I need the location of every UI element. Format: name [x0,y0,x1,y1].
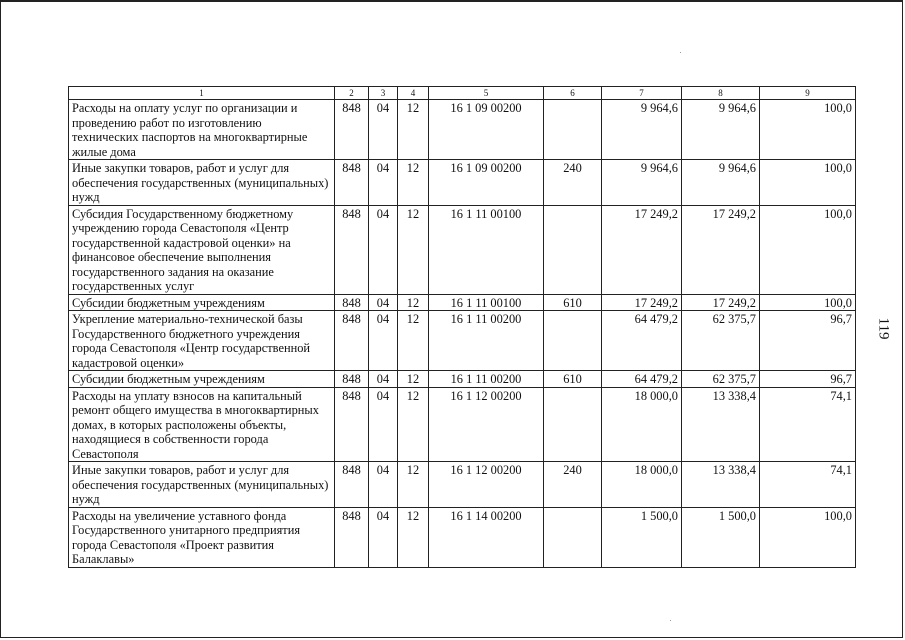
cell-expense-type [544,100,602,160]
cell-percent: 74,1 [760,387,856,462]
cell-percent: 100,0 [760,507,856,567]
cell-code: 848 [335,160,369,206]
table-row [69,387,856,462]
cell-percent: 96,7 [760,371,856,388]
table-row [69,311,856,371]
cell-expense-type [544,311,602,371]
cell-percent: 100,0 [760,100,856,160]
cell-subsection: 12 [398,311,429,371]
column-header: 4 [398,87,429,100]
row-name: Укрепление материально-технической базы Государственного бюджетного учреждения города Севастополя «Центр государственной кадастровой оценки» [69,311,335,371]
row-name: Расходы на уплату взносов на капитальный ремонт общего имущества в многоквартирных домах, в которых расположены объекты, находящиеся в собственности города Севастополя [69,387,335,462]
header-row [69,87,856,100]
cell-code: 848 [335,205,369,294]
cell-subsection: 12 [398,462,429,508]
cell-section: 04 [369,205,398,294]
cell-target: 16 1 09 00200 [429,160,544,206]
cell-percent: 100,0 [760,205,856,294]
scan-speck [670,620,671,621]
cell-subsection: 12 [398,507,429,567]
row-name: Расходы на оплату услуг по организации и проведению работ по изготовлению технических паспортов на многоквартирные жилые дома [69,100,335,160]
budget-table [68,86,856,568]
cell-actual: 9 964,6 [682,160,760,206]
cell-actual: 17 249,2 [682,294,760,311]
cell-code: 848 [335,387,369,462]
cell-planned: 17 249,2 [602,294,682,311]
row-name: Иные закупки товаров, работ и услуг для обеспечения государственных (муниципальных) нужд [69,160,335,206]
cell-section: 04 [369,462,398,508]
table-row [69,462,856,508]
cell-code: 848 [335,294,369,311]
cell-actual: 13 338,4 [682,387,760,462]
row-name: Субсидия Государственному бюджетному учреждению города Севастополя «Центр государственной кадастровой оценки» на финансовое обеспечение выполнения государственного задания на оказание государственных услуг [69,205,335,294]
row-name: Иные закупки товаров, работ и услуг для обеспечения государственных (муниципальных) нужд [69,462,335,508]
cell-planned: 9 964,6 [602,100,682,160]
row-name: Субсидии бюджетным учреждениям [69,371,335,388]
table-row [69,294,856,311]
cell-section: 04 [369,100,398,160]
table-row [69,160,856,206]
cell-actual: 9 964,6 [682,100,760,160]
cell-target: 16 1 11 00100 [429,294,544,311]
cell-subsection: 12 [398,160,429,206]
cell-percent: 96,7 [760,311,856,371]
column-header: 9 [760,87,856,100]
column-header: 5 [429,87,544,100]
row-name: Субсидии бюджетным учреждениям [69,294,335,311]
column-header: 2 [335,87,369,100]
row-name: Расходы на увеличение уставного фонда Государственного унитарного предприятия города Севастополя «Проект развития Балаклавы» [69,507,335,567]
table-row [69,507,856,567]
cell-code: 848 [335,100,369,160]
cell-actual: 1 500,0 [682,507,760,567]
cell-planned: 64 479,2 [602,371,682,388]
cell-planned: 1 500,0 [602,507,682,567]
column-header: 7 [602,87,682,100]
cell-percent: 100,0 [760,294,856,311]
column-header: 3 [369,87,398,100]
cell-actual: 17 249,2 [682,205,760,294]
cell-planned: 64 479,2 [602,311,682,371]
column-header: 1 [69,87,335,100]
cell-expense-type: 610 [544,371,602,388]
cell-target: 16 1 14 00200 [429,507,544,567]
cell-section: 04 [369,507,398,567]
cell-expense-type: 610 [544,294,602,311]
cell-section: 04 [369,160,398,206]
cell-subsection: 12 [398,205,429,294]
cell-expense-type [544,205,602,294]
cell-target: 16 1 11 00200 [429,311,544,371]
cell-section: 04 [369,387,398,462]
cell-code: 848 [335,462,369,508]
cell-planned: 18 000,0 [602,387,682,462]
cell-actual: 13 338,4 [682,462,760,508]
cell-target: 16 1 12 00200 [429,387,544,462]
cell-expense-type: 240 [544,462,602,508]
cell-expense-type: 240 [544,160,602,206]
cell-subsection: 12 [398,387,429,462]
cell-code: 848 [335,311,369,371]
table-row [69,205,856,294]
cell-expense-type [544,507,602,567]
column-header: 6 [544,87,602,100]
cell-target: 16 1 11 00100 [429,205,544,294]
table-row [69,371,856,388]
cell-percent: 100,0 [760,160,856,206]
cell-section: 04 [369,311,398,371]
cell-target: 16 1 09 00200 [429,100,544,160]
cell-subsection: 12 [398,100,429,160]
cell-subsection: 12 [398,294,429,311]
scan-speck [680,52,681,53]
cell-planned: 18 000,0 [602,462,682,508]
cell-section: 04 [369,371,398,388]
cell-actual: 62 375,7 [682,371,760,388]
cell-code: 848 [335,371,369,388]
page-number: 119 [875,317,892,340]
cell-actual: 62 375,7 [682,311,760,371]
cell-target: 16 1 11 00200 [429,371,544,388]
table-row [69,100,856,160]
cell-expense-type [544,387,602,462]
cell-target: 16 1 12 00200 [429,462,544,508]
cell-section: 04 [369,294,398,311]
cell-percent: 74,1 [760,462,856,508]
column-header: 8 [682,87,760,100]
cell-planned: 9 964,6 [602,160,682,206]
cell-subsection: 12 [398,371,429,388]
cell-planned: 17 249,2 [602,205,682,294]
cell-code: 848 [335,507,369,567]
